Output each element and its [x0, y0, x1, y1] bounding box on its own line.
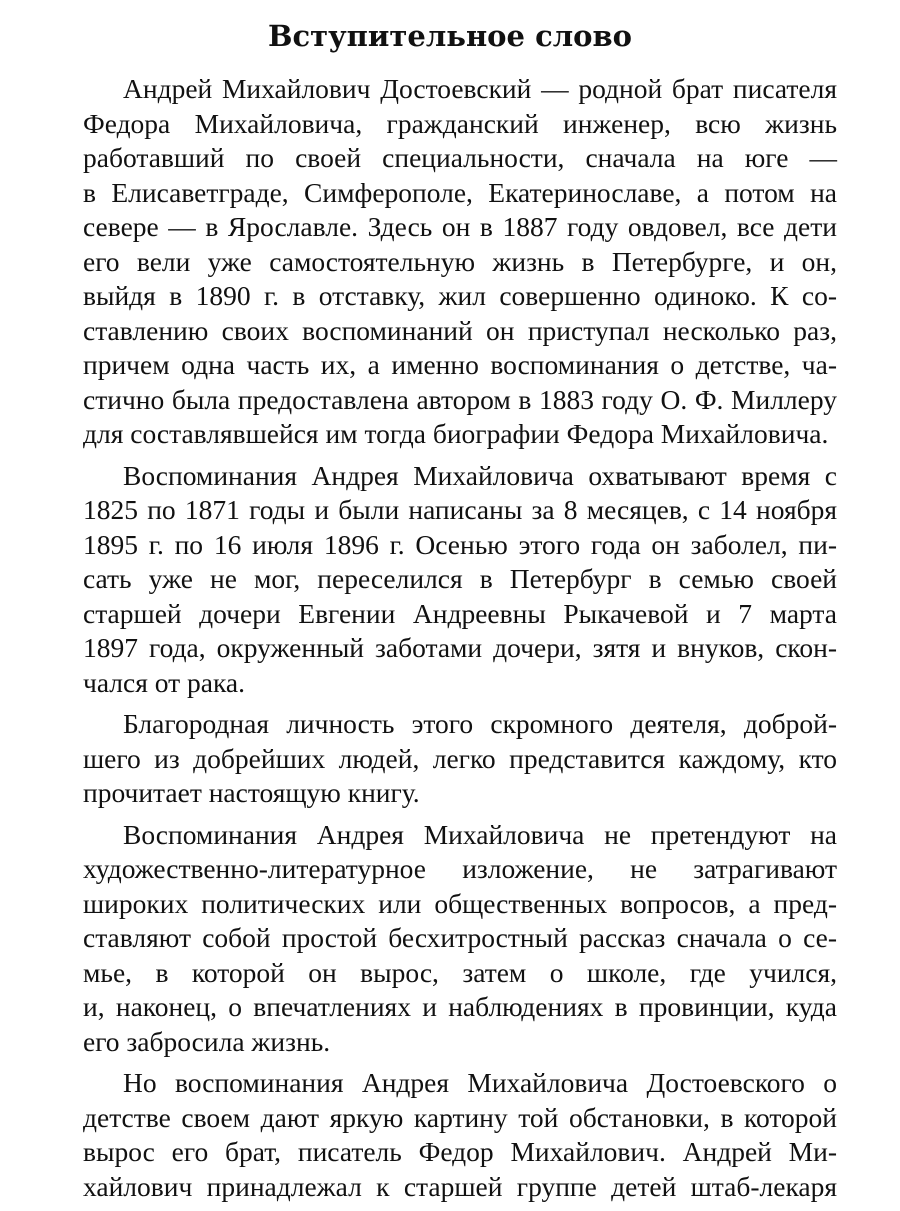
text-line: ставляют собой простой бесхитростный рассказ сначала о се- [83, 922, 837, 953]
paragraph [83, 72, 837, 452]
text-line: севере — в Ярославле. Здесь он в 1887 году овдовел, все дети [83, 211, 837, 242]
text-line: причем одна часть их, а именно воспоминания о детстве, ча- [83, 349, 837, 380]
text-line: 1825 по 1871 годы и были написаны за 8 месяцев, с 14 ноября [83, 494, 837, 525]
text-line: сать уже не мог, переселился в Петербург в семью своей [83, 563, 837, 594]
text-line: Федора Михайловича, гражданский инженер, всю жизнь [83, 107, 837, 139]
text-line: для составлявшейся им тогда биографии Федора Михайловича. [83, 418, 829, 449]
text-line: ставлению своих воспоминаний он приступал несколько раз, [83, 314, 837, 346]
text-line: Воспоминания Андрея Михайловича не претендуют на [123, 818, 837, 850]
page-title: Вступительное слово [267, 19, 633, 53]
text-line: Андрей Михайлович Достоевский — родной брат писателя [123, 73, 837, 104]
text-line: прочитает настоящую книгу. [83, 777, 420, 808]
text-body [83, 72, 837, 1211]
text-line: детстве своем дают яркую картину той обстановки, в которой [83, 1101, 837, 1133]
text-line: чался от рака. [83, 666, 245, 698]
text-line: художественно-литературное изложение, не затрагивают [83, 853, 837, 884]
text-line: хайлович принадлежал к старшей группе детей штаб-лекаря [83, 1170, 837, 1202]
text-line: работавший по своей специальности, сначала на юге — [83, 142, 837, 173]
text-line: и, наконец, о впечатлениях и наблюдениях в провинции, куда [83, 991, 837, 1022]
paragraph [83, 1066, 837, 1204]
text-line: Благородная личность этого скромного деятеля, доброй- [123, 708, 837, 739]
paragraph [83, 459, 837, 701]
text-line: 1897 года, окруженный заботами дочери, зятя и внуков, скон- [83, 632, 837, 663]
text-line: его забросила жизнь. [83, 1025, 331, 1057]
text-line: широких политических или общественных вопросов, а пред- [83, 887, 837, 919]
text-line: вырос его брат, писатель Федор Михайлович. Андрей Ми- [83, 1136, 837, 1167]
text-line: стично была предоставлена автором в 1883 году О. Ф. Миллеру [83, 383, 837, 415]
text-line: в Елисаветграде, Симферополе, Екатеринославе, а потом на [83, 176, 837, 208]
paragraph [83, 707, 837, 811]
text-line: Но воспоминания Андрея Михайловича Достоевского о [123, 1067, 837, 1098]
text-line: его вели уже самостоятельную жизнь в Петербурге, и он, [83, 245, 837, 277]
text-line: шего из добрейших людей, легко представится каждому, кто [83, 742, 837, 774]
paragraph [83, 818, 837, 1060]
text-line: Воспоминания Андрея Михайловича охватывают время с [123, 459, 837, 491]
text-line: мье, в которой он вырос, затем о школе, где учился, [83, 956, 837, 988]
text-line: 1895 г. по 16 июля 1896 г. Осенью этого года он заболел, пи- [83, 528, 837, 560]
text-line: старшей дочери Евгении Андреевны Рыкачевой и 7 марта [83, 597, 837, 629]
text-line: выйдя в 1890 г. в отставку, жил совершенно одиноко. К со- [83, 280, 837, 311]
